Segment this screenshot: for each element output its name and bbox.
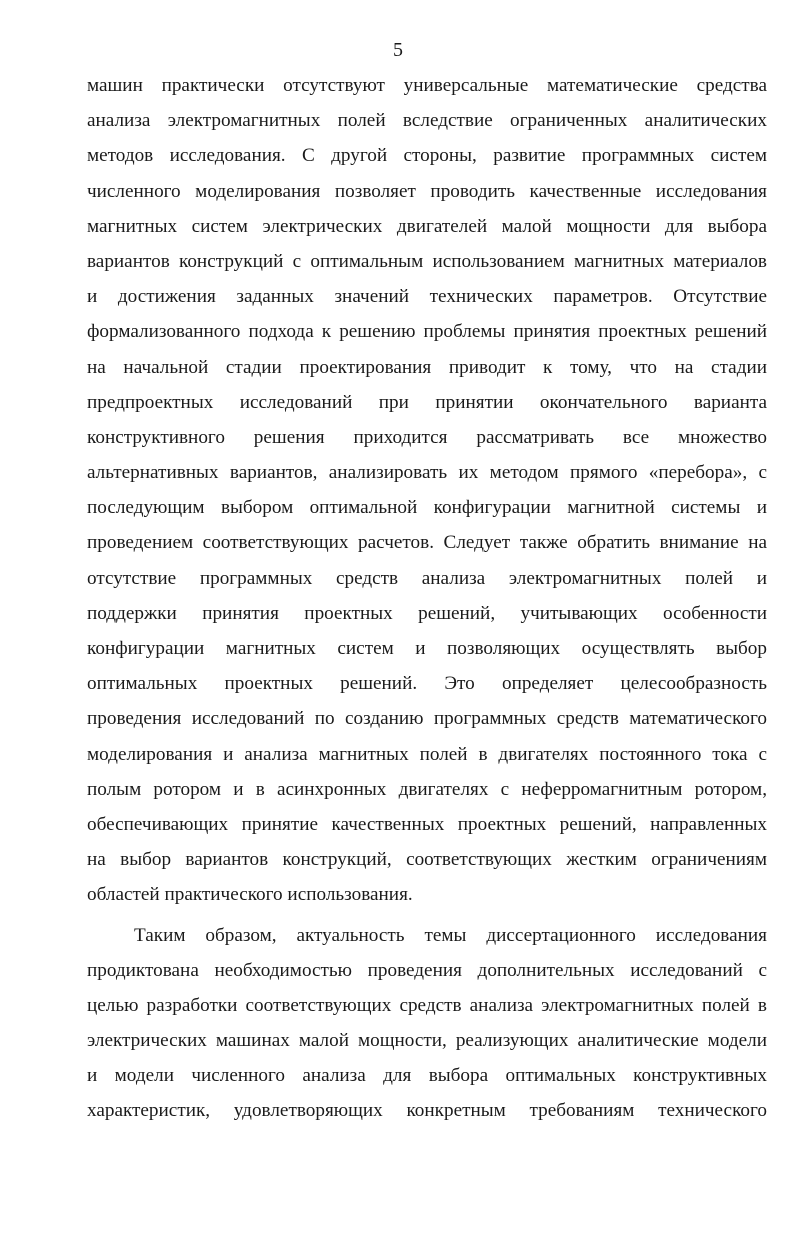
text-line: на начальной стадии проектирования приводит к тому, что на стадии [87,356,767,378]
text-line: обеспечивающих принятие качественных проектных решений, направленных [87,813,767,835]
text-line: полым ротором и в асинхронных двигателях с неферромагнитным ротором, [87,778,767,800]
text-line: конфигурации магнитных систем и позволяющих осуществлять выбор [87,638,767,659]
text-line: оптимальных проектных решений. Это определяет целесообразность [87,673,767,695]
text-line: целью разработки соответствующих средств анализа электромагнитных полей в [87,994,767,1016]
text-line: альтернативных вариантов, анализировать их методом прямого «перебора», с [87,462,767,484]
text-line: на выбор вариантов конструкций, соответствующих жестким ограничениям [87,849,767,871]
page-number: 5 [393,39,403,61]
text-line: областей практического использования. [87,884,413,906]
text-line: вариантов конструкций с оптимальным использованием магнитных материалов [87,250,767,272]
text-line: характеристик, удовлетворяющих конкретным требованиям технического [87,1100,767,1122]
paragraph-2 [87,918,767,1129]
text-line: отсутствие программных средств анализа электромагнитных полей и [87,567,767,589]
text-line: продиктована необходимостью проведения дополнительных исследований с [87,959,767,981]
text-line: конструктивного решения приходится рассматривать все множество [87,426,767,448]
text-line: поддержки принятия проектных решений, учитывающих особенности [87,602,767,624]
text-line: проведением соответствующих расчетов. Следует также обратить внимание на [87,532,767,554]
text-line: моделирования и анализа магнитных полей в двигателях постоянного тока с [87,743,767,765]
paragraph-1 [87,68,767,913]
text-line: и модели численного анализа для выбора оптимальных конструктивных [87,1065,767,1087]
text-line: последующим выбором оптимальной конфигурации магнитной системы и [87,497,767,519]
text-line: и достижения заданных значений технических параметров. Отсутствие [87,286,767,308]
text-line: методов исследования. С другой стороны, развитие программных систем [87,145,767,167]
text-line: машин практически отсутствуют универсальные математические средства [87,75,767,96]
text-line: магнитных систем электрических двигателей малой мощности для выбора [87,215,767,237]
text-line: Таким образом, актуальность темы диссертационного исследования [134,924,767,946]
text-line: формализованного подхода к решению проблемы принятия проектных решений [87,321,767,343]
text-line: проведения исследований по созданию программных средств математического [87,708,767,730]
text-line: предпроектных исследований при принятии окончательного варианта [87,391,767,413]
text-line: анализа электромагнитных полей вследствие ограниченных аналитических [87,110,767,132]
body-text [87,68,767,1129]
text-line: электрических машинах малой мощности, реализующих аналитические модели [87,1030,767,1052]
text-line: численного моделирования позволяет проводить качественные исследования [87,180,767,202]
